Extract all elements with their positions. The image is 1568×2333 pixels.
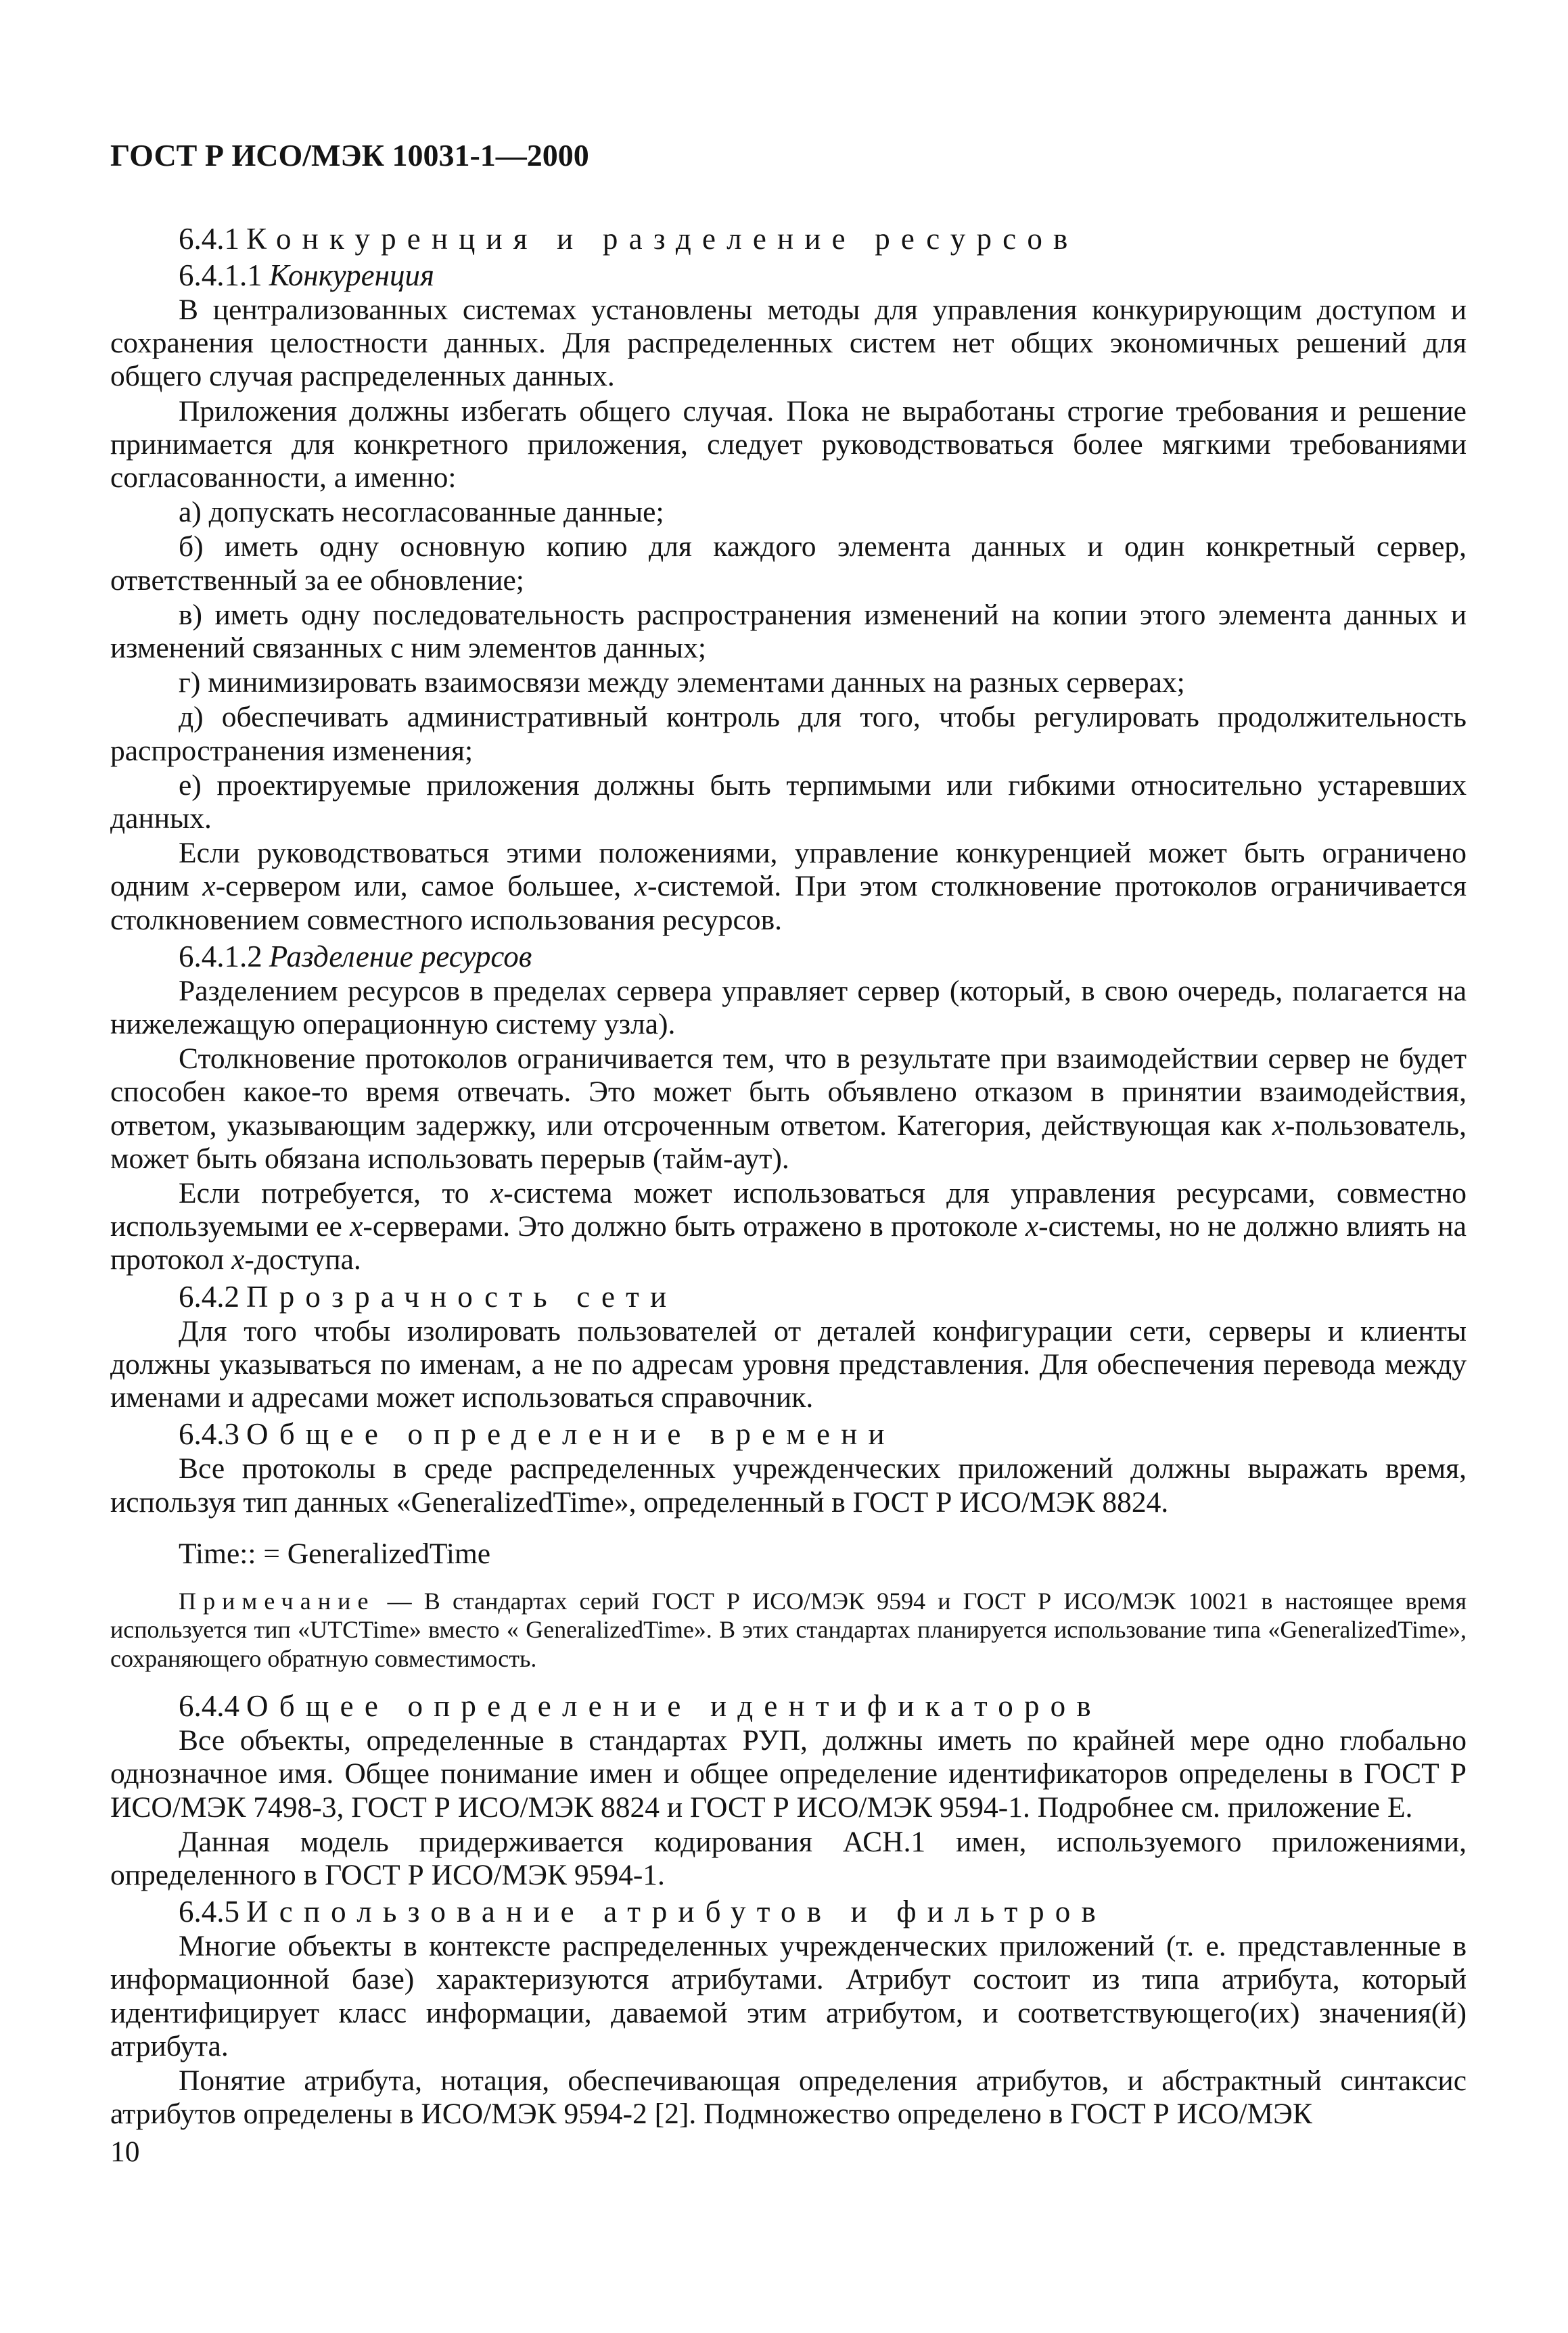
text-run: -системы, но не должно влиять на протокол bbox=[110, 1210, 1467, 1276]
paragraph: Для того чтобы изолировать пользователей от деталей конфигурации сети, серверы и клиенты должны указываться по именам, а не по адресам уровня представления. Для обеспечения перевода между именами и адресами может использоваться справочник. bbox=[110, 1314, 1467, 1414]
section-number: 6.4.5 bbox=[179, 1895, 239, 1929]
section-title: Разделение ресурсов bbox=[269, 939, 532, 973]
page-number: 10 bbox=[110, 2135, 140, 2169]
list-item: д) обеспечивать административный контроль для того, чтобы регулировать продолжительность распространения изменения; bbox=[110, 701, 1467, 767]
list-item: б) иметь одну основную копию для каждого элемента данных и один конкретный сервер, ответственный за ее обновление; bbox=[110, 530, 1467, 597]
paragraph: В централизованных системах установлены методы для управления конкурирующим доступом и сохранения целостности данных. Для распределенных систем нет общих экономичных решений для общего случая распределенных данных. bbox=[110, 294, 1467, 393]
note-text: — В стандартах серий ГОСТ Р ИСО/МЭК 9594 и ГОСТ Р ИСО/МЭК 10021 в настоящее время используется тип «UTCTime» вместо « GeneralizedTime». В этих стандартах планируется использование типа «GeneralizedTime», сохраняющего обратную совместимость. bbox=[110, 1587, 1467, 1672]
section-title: Общее определение времени bbox=[246, 1417, 896, 1452]
section-number: 6.4.3 bbox=[179, 1417, 239, 1452]
variable-x: x bbox=[231, 1243, 245, 1276]
variable-x: x bbox=[350, 1210, 363, 1243]
section-6-4-4-heading bbox=[110, 1688, 1467, 1724]
paragraph: Все протоколы в среде распределенных учрежденческих приложений должны выражать время, используя тип данных «GeneralizedTime», определенный в ГОСТ Р ИСО/МЭК 8824. bbox=[110, 1452, 1467, 1519]
variable-x: x bbox=[202, 870, 216, 903]
paragraph: Все объекты, определенные в стандартах РУП, должны иметь по крайней мере одно глобально однозначное имя. Общее понимание имен и общее определение идентификаторов определены в ГОСТ Р ИСО/МЭК 7498-3, ГОСТ Р ИСО/МЭК 8824 и ГОСТ Р ИСО/МЭК 9594-1. Подробнее см. приложение Е. bbox=[110, 1724, 1467, 1824]
variable-x: x bbox=[490, 1177, 504, 1210]
section-6-4-5-heading bbox=[110, 1893, 1467, 1930]
paragraph: Понятие атрибута, нотация, обеспечивающая определения атрибутов, и абстрактный синтаксис атрибутов определены в ИСО/МЭК 9594-2 [2]. Подмножество определено в ГОСТ Р ИСО/МЭК bbox=[110, 2064, 1467, 2131]
text-run: -сервером или, самое большее, bbox=[215, 870, 635, 903]
section-title: Использование атрибутов и фильтров bbox=[246, 1895, 1107, 1929]
section-number: 6.4.1.1 bbox=[179, 258, 262, 292]
paragraph bbox=[110, 837, 1467, 937]
paragraph: Разделением ресурсов в пределах сервера управляет сервер (который, в свою очередь, полагается на нижележащую операционную систему узла). bbox=[110, 974, 1467, 1041]
formula: Time:: = GeneralizedTime bbox=[179, 1537, 491, 1570]
note bbox=[110, 1587, 1467, 1673]
section-6-4-1-2-heading bbox=[110, 938, 1467, 975]
paragraph: Многие объекты в контексте распределенных учрежденческих приложений (т. е. представленные в информационной базе) характеризуются атрибутами. Атрибут состоит из типа атрибута, который идентифицирует класс информации, даваемой этим атрибутом, и соответствующего(их) значения(й) атрибута. bbox=[110, 1930, 1467, 2062]
section-6-4-2-heading bbox=[110, 1278, 1467, 1315]
list-item: г) минимизировать взаимосвязи между элементами данных на разных серверах; bbox=[179, 666, 1185, 699]
list-item: в) иметь одну последовательность распространения изменений на копии этого элемента данных и изменений связанных с ним элементов данных; bbox=[110, 598, 1467, 665]
text-run: Столкновение протоколов ограничивается тем, что в результате при взаимодействии сервер не будет способен какое-то время отвечать. Это может быть объявлено отказом в принятии взаимодействия, ответом, указывающим задержку, или отсроченным ответом. Категория, действующая как bbox=[110, 1042, 1467, 1142]
variable-x: x bbox=[1272, 1109, 1285, 1142]
section-number: 6.4.2 bbox=[179, 1279, 239, 1314]
paragraph bbox=[110, 1042, 1467, 1176]
document-header: ГОСТ Р ИСО/МЭК 10031-1—2000 bbox=[110, 138, 589, 172]
text-run: Если потребуется, то bbox=[179, 1177, 490, 1210]
section-number: 6.4.1 bbox=[179, 222, 239, 256]
section-number: 6.4.4 bbox=[179, 1689, 239, 1724]
note-label: Примечание bbox=[179, 1587, 375, 1615]
variable-x: x bbox=[634, 870, 648, 903]
section-6-4-3-heading bbox=[110, 1416, 1467, 1452]
text-run: Если руководствоваться этими положениями, управление конкуренцией может быть ограничено одним bbox=[110, 837, 1467, 903]
section-title: Конкуренция bbox=[269, 258, 434, 292]
text-run: -системой. При этом столкновение протоколов ограничивается столкновением совместного использования ресурсов. bbox=[110, 870, 1467, 936]
section-title: Конкуренция и разделение ресурсов bbox=[246, 222, 1079, 256]
paragraph: Приложения должны избегать общего случая. Пока не выработаны строгие требования и решение принимается для конкретного приложения, следует руководствоваться более мягкими требованиями согласованности, а именно: bbox=[110, 394, 1467, 494]
variable-x: x bbox=[1025, 1210, 1039, 1243]
list-item: е) проектируемые приложения должны быть терпимыми или гибкими относительно устаревших данных. bbox=[110, 768, 1467, 835]
paragraph: Данная модель придерживается кодирования АСН.1 имен, используемого приложениями, определенного в ГОСТ Р ИСО/МЭК 9594-1. bbox=[110, 1825, 1467, 1892]
section-6-4-1-heading bbox=[110, 221, 1467, 257]
section-title: Общее определение идентификаторов bbox=[246, 1689, 1102, 1724]
section-6-4-1-1-heading bbox=[110, 257, 1467, 294]
paragraph bbox=[110, 1177, 1467, 1277]
text-run: -пользователь, может быть обязана использовать перерыв (тайм-аут). bbox=[110, 1109, 1467, 1175]
section-number: 6.4.1.2 bbox=[179, 939, 262, 973]
text-run: -доступа. bbox=[244, 1243, 361, 1276]
section-title: Прозрачность сети bbox=[246, 1279, 678, 1314]
list-item: а) допускать несогласованные данные; bbox=[179, 496, 664, 529]
text-run: -серверами. Это должно быть отражено в протоколе bbox=[363, 1210, 1025, 1243]
text-run: -система может использоваться для управления ресурсами, совместно используемыми ее bbox=[110, 1177, 1467, 1243]
